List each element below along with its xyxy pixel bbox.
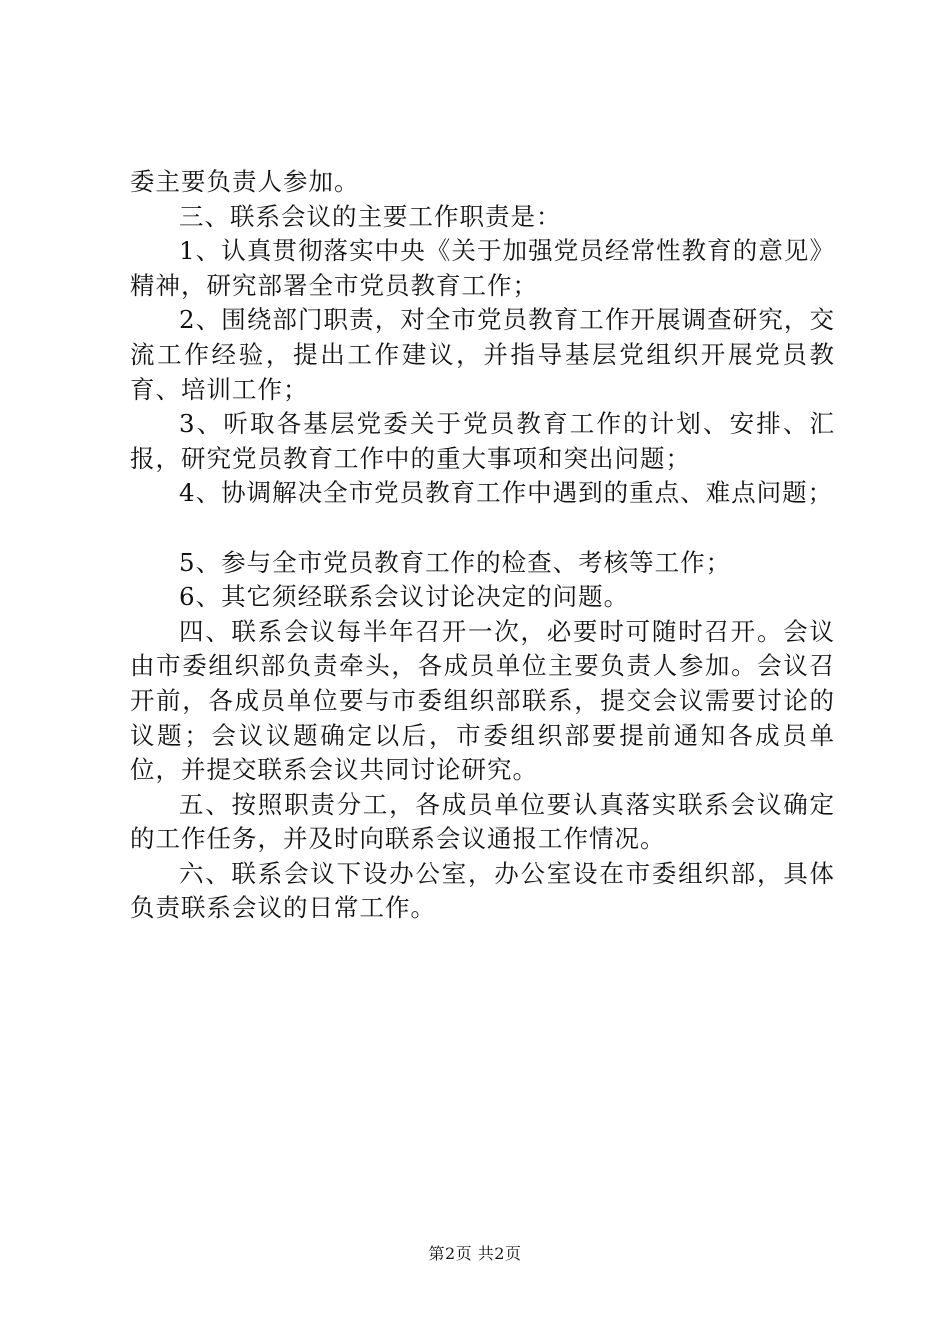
paragraph-continuation: 委主要负责人参加。	[130, 167, 360, 196]
paragraph-item-2: 2、围绕部门职责，对全市党员教育工作开展调查研究，交流工作经验，提出工作建议，并指导基层党组织开展党员教育、培训工作；	[130, 305, 835, 404]
paragraph-section-6: 六、联系会议下设办公室，办公室设在市委组织部，具体负责联系会议的日常工作。	[130, 858, 835, 923]
paragraph-item-4: 4、协调解决全市党员教育工作中遇到的重点、难点问题；	[179, 478, 834, 508]
paragraph-section-4: 四、联系会议每半年召开一次，必要时可随时召开。会议由市委组织部负责牵头，各成员单位主要负责人参加。会议召开前，各成员单位要与市委组织部联系，提交会议需要讨论的议题；会议议题确定以后，市委组织部要提前通知各成员单位，并提交联系会议共同讨论研究。	[130, 616, 835, 785]
paragraph-item-6: 6、其它须经联系会议讨论决定的问题。	[179, 582, 630, 612]
page-number-footer: 第2页 共2页	[428, 1244, 522, 1263]
paragraph-section-5: 五、按照职责分工，各成员单位要认真落实联系会议确定的工作任务，并及时向联系会议通报工作情况。	[130, 789, 835, 854]
paragraph-item-1: 1、认真贯彻落实中央《关于加强党员经常性教育的意见》精神，研究部署全市党员教育工作；	[130, 236, 835, 300]
document-body	[130, 165, 835, 926]
paragraph-item-5: 5、参与全市党员教育工作的检查、考核等工作；	[179, 547, 732, 577]
paragraph-section-3-heading: 三、联系会议的主要工作职责是：	[179, 201, 562, 231]
paragraph-item-3: 3、听取各基层党委关于党员教育工作的计划、安排、汇报，研究党员教育工作中的重大事项和突出问题；	[130, 409, 835, 473]
